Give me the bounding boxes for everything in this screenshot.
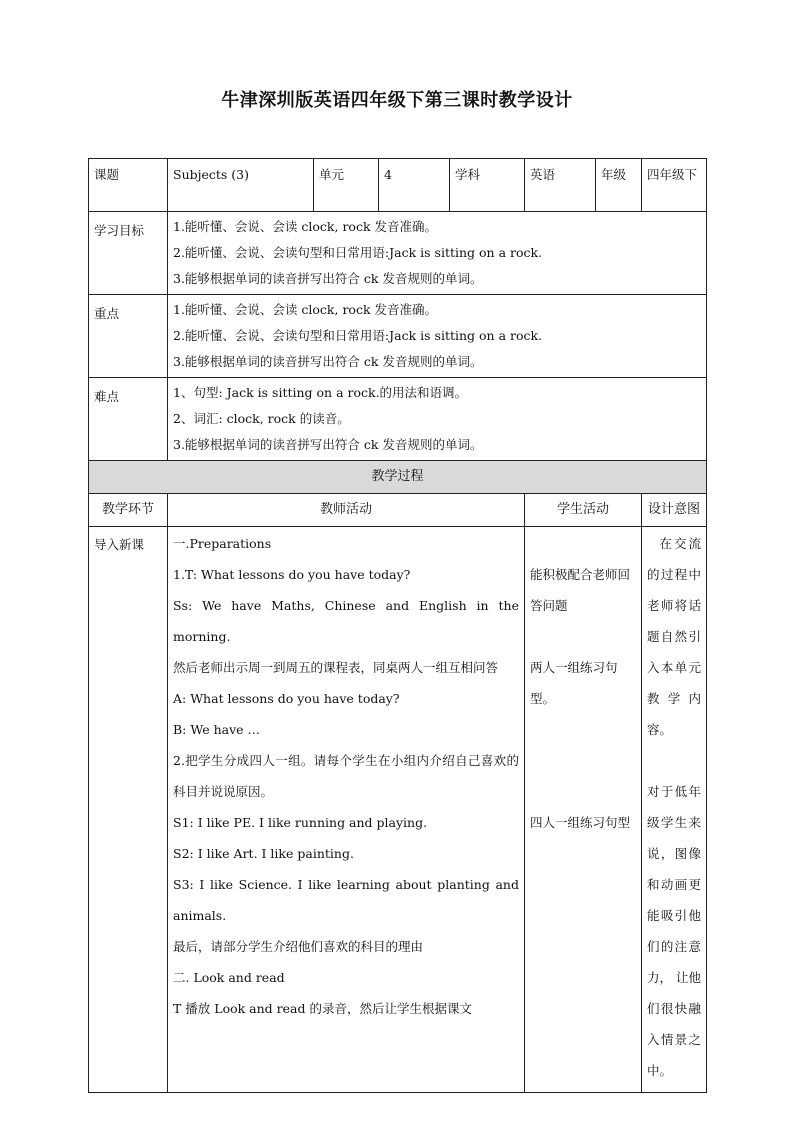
goals-content	[168, 212, 707, 295]
process-section-row	[89, 461, 707, 494]
student-line: 四人一组练习句型	[530, 815, 631, 831]
teacher-line: 2.把学生分成四人一组。请每个学生在小组内介绍自己喜欢的科目并说说原因。	[173, 753, 519, 800]
discipline-value: 英语	[525, 159, 596, 212]
key-point-item: 3.能够根据单词的读音拼写出符合 ck 发音规则的单词。	[173, 354, 483, 369]
goal-item: 1.能听懂、会说、会读 clock, rock 发音准确。	[173, 219, 437, 234]
student-line: 两人一组练习句型。	[530, 660, 618, 707]
teacher-line: 最后，请部分学生介绍他们喜欢的科目的理由	[173, 939, 424, 955]
page-title: 牛津深圳版英语四年级下第三课时教学设计	[221, 90, 573, 111]
student-activity	[525, 527, 642, 1093]
teacher-line: 然后老师出示周一到周五的课程表，同桌两人一组互相问答	[173, 660, 499, 676]
process-section-title: 教学过程	[89, 461, 707, 494]
key-point-item: 2.能听懂、会说、会读句型和日常用语:Jack is sitting on a rock.	[173, 328, 543, 343]
intent-line: 对于低年级学生来说，图像和动画更能吸引他们的注意力， 让他们很快融入情景之中。	[647, 784, 701, 1079]
grade-label: 年级	[596, 159, 642, 212]
key-points-content	[168, 295, 707, 378]
difficulty-item: 3.能够根据单词的读音拼写出符合 ck 发音规则的单词。	[173, 437, 483, 452]
difficulties-label: 难点	[89, 378, 168, 461]
teacher-line: T 播放 Look and read 的录音，然后让学生根据课文	[173, 1001, 472, 1017]
key-points-label: 重点	[89, 295, 168, 378]
intent-line: 在交流的过程中老师将话题自然引入本单元教学内容。	[647, 536, 701, 738]
col-header-teacher: 教师活动	[168, 494, 525, 527]
lesson-plan-table	[88, 158, 707, 1093]
goal-item: 2.能听懂、会说、会读句型和日常用语:Jack is sitting on a rock.	[173, 245, 543, 260]
process-header-row	[89, 494, 707, 527]
process-body-row	[89, 527, 707, 1093]
teacher-line: S3: I like Science. I like learning about planting and animals.	[173, 877, 519, 924]
difficulties-row	[89, 378, 707, 461]
teacher-line: A: What lessons do you have today?	[173, 691, 400, 707]
goal-item: 3.能够根据单词的读音拼写出符合 ck 发音规则的单词。	[173, 271, 483, 286]
subject-value: Subjects (3)	[168, 159, 314, 212]
grade-value: 四年级下	[642, 159, 707, 212]
teacher-line: 1.T: What lessons do you have today?	[173, 567, 411, 583]
student-line: 能积极配合老师回答问题	[530, 567, 631, 614]
teacher-line: S1: I like PE. I like running and playing.	[173, 815, 428, 831]
teacher-line: S2: I like Art. I like painting.	[173, 846, 354, 862]
teacher-line: 一.Preparations	[173, 536, 272, 552]
teacher-activity	[168, 527, 525, 1093]
goals-label: 学习目标	[89, 212, 168, 295]
design-intent	[642, 527, 707, 1093]
col-header-intent: 设计意图	[642, 494, 707, 527]
difficulty-item: 2、词汇: clock, rock 的读音。	[173, 411, 350, 426]
key-points-row	[89, 295, 707, 378]
discipline-label: 学科	[450, 159, 525, 212]
subject-label: 课题	[89, 159, 168, 212]
goals-row	[89, 212, 707, 295]
difficulties-content	[168, 378, 707, 461]
difficulty-item: 1、句型: Jack is sitting on a rock.的用法和语调。	[173, 385, 468, 400]
unit-value: 4	[379, 159, 450, 212]
teacher-line: 二. Look and read	[173, 970, 285, 986]
stage-label: 导入新课	[89, 527, 168, 1093]
unit-label: 单元	[314, 159, 379, 212]
col-header-stage: 教学环节	[89, 494, 168, 527]
teacher-line: Ss: We have Maths, Chinese and English in the morning.	[173, 598, 519, 645]
teacher-line: B: We have …	[173, 722, 261, 738]
col-header-student: 学生活动	[525, 494, 642, 527]
key-point-item: 1.能听懂、会说、会读 clock, rock 发音准确。	[173, 302, 437, 317]
info-row	[89, 159, 707, 212]
